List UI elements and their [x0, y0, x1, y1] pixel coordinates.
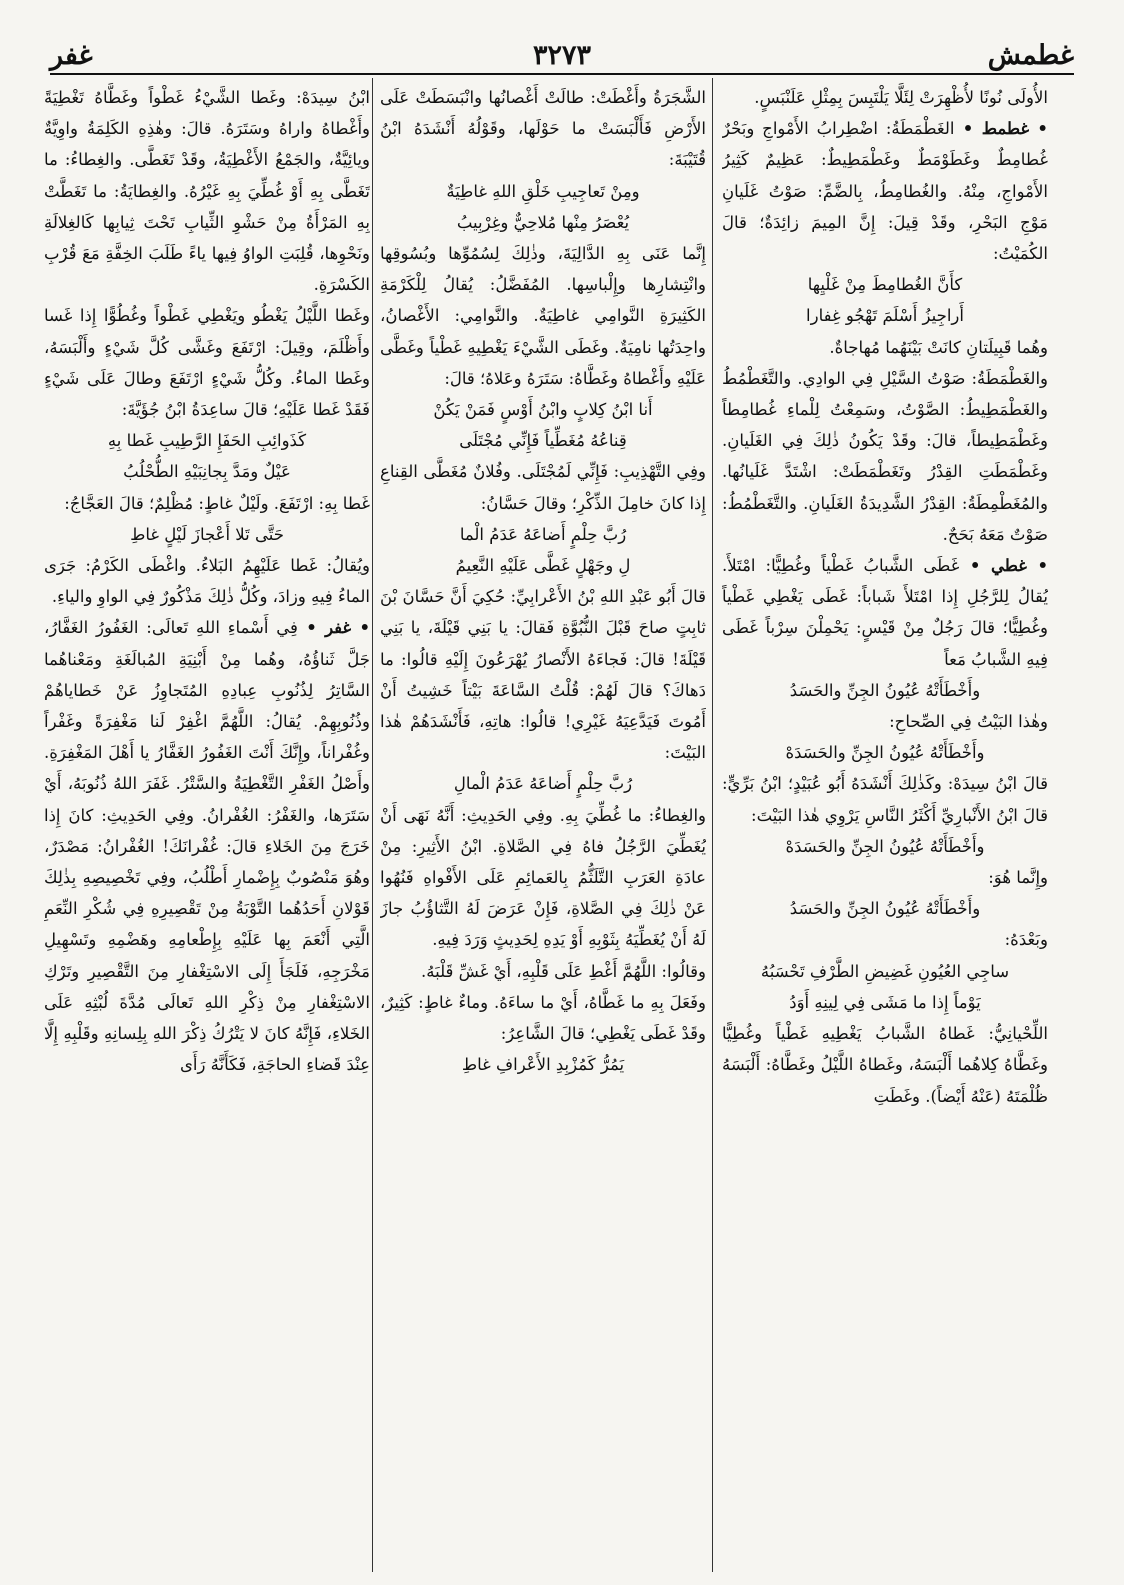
verse-line: وأَخْطَأَتْهُ عُيُونُ الجِنِّ والحَسَدَهْ: [785, 836, 985, 856]
verse-line: ومِنْ تَعاجِيبِ خَلْقِ اللهِ غاطِيَةٌ: [446, 181, 640, 201]
verse-line: قِناعُهُ مُغَطِّياً فَإِنِّي مُجْتَلَى: [459, 431, 627, 451]
verse-line: أَنا ابْنُ كِلابٍ وابْنُ أَوْسٍ فَمَنْ يَكُنْ: [433, 400, 653, 420]
verse-line: عَيْلٌ ومَدَّ بِجانِبَيْهِ الطُّحْلُبُ: [123, 462, 291, 482]
paragraph: وهٰذا البَيْتُ فِي الصِّحاحِ:: [889, 712, 1048, 732]
header-right-guide-word: غطمش: [987, 40, 1074, 71]
entry-headword: • غطي •: [959, 556, 1048, 576]
verse-line: وأَخْطَأَتْهُ عُيُونُ الجِنِّ والحَسَدَهْ: [785, 743, 985, 763]
header-left-guide-word: غفر: [50, 40, 93, 71]
verse-line: ساجِي العُيُونِ غَضِيضِ الطَّرْفِ تَحْسَبُهُ: [760, 961, 1010, 981]
dictionary-entry: [44, 612, 370, 1080]
paragraph: ابْنُ سِيدَهْ: وغَطا الشَّيْءُ غَطْواً وغَطَّاهُ تَغْطِيَةً وأَغْطاهُ واراهُ وسَتَرَهُ. قالَ: وهٰذِهِ الكَلِمَةُ واوِيَّةٌ ويائِيَّةٌ، والجَمْعُ الأَغْطِيَةُ، وقَدْ تَغَطَّى. والغِطاءُ: ما تَغَطَّى بِهِ أَوْ غُطِّيَ بِهِ غَيْرُهُ. والغِطايَةُ: ما تَغَطَّتْ بِهِ المَرْأَةُ مِنْ حَشْوِ الثِّيابِ تَحْتَ ثِيابِها كَالغِلالَةِ ونَحْوِها، قُلِبَتِ الواوُ فِيها ياءً طَلَبَ الخِفَّةِ مَعَ قُرْبِ الكَسْرَةِ.: [44, 88, 370, 295]
dictionary-entry: [722, 113, 1048, 269]
page-number: ٣٢٧٣: [532, 40, 591, 71]
verse-line: حَتَّى تَلا أَعْجازَ لَيْلٍ غاطِ: [130, 524, 284, 544]
column-right: [722, 82, 1048, 1572]
paragraph: وفَعَلَ بِهِ ما غَطَّاهُ، أَيْ ما ساءَهُ. وماءٌ غاطٍ: كَثِيرٌ، وقَدْ غَطَى يَغْطِي؛ قالَ الشَّاعِرُ:: [380, 992, 706, 1044]
paragraph: ويُقالُ: غَطا عَلَيْهِمُ البَلاءُ. واغْطَى الكَرْمُ: جَرَى الماءُ فِيهِ وزادَ، وكُلُّ ذٰلِكَ مَذْكُورٌ فِي الواوِ والياءِ.: [44, 556, 370, 607]
paragraph: قالَ أَبُو عَبْدِ اللهِ بْنُ الأَعْرابِيِّ: حُكِيَ أَنَّ حَسَّانَ بْنَ ثابِتٍ صاحَ قَبْلَ النُّبُوَّةِ فَقالَ: يا بَنِي قَيْلَةَ، يا بَنِي قَيْلَةَ! قالَ: فَجاءَهُ الأَنْصارُ يُهْرَعُونَ إِلَيْهِ قالُوا: ما دَهاكَ؟ قالَ لَهُمْ: قُلْتُ السَّاعَةَ بَيْتاً خَشِيتُ أَنْ أَمُوتَ فَيَدَّعِيَهُ غَيْرِي! قالُوا: هاتِهِ، فَأَنْشَدَهُمْ هٰذا البَيْتَ:: [380, 587, 706, 763]
entry-text: الغَطْمَطَةُ: اضْطِرابُ الأَمْواجِ وبَحْرٌ غُطامِطٌ وغَطَوْمَطٌ وغَطْمَطِيطٌ: عَظِيمٌ كَثِيرُ الأَمْواجِ، مِنْهُ. والغُطامِطُ، بِالضَّمِّ: صَوْتُ غَلَيانِ مَوْجِ البَحْرِ، وقَدْ قِيلَ: إِنَّ المِيمَ زائِدَةٌ؛ قالَ الكُمَيْتُ:: [722, 119, 1048, 264]
verse-line: رُبَّ حِلْمٍ أَضاعَهُ عَدَمُ الْما: [459, 524, 627, 544]
verse-line: رُبَّ حِلْمٍ أَضاعَهُ عَدَمُ الْمالِ: [453, 774, 633, 794]
verse-line: كَذَوائِبِ الحَفَإِ الرَّطِيبِ غَطا بِهِ: [107, 431, 307, 451]
paragraph: وغَطا اللَّيْلُ يَغْطُو ويَغْطِي غَطْواً وغُطُوًّا إِذا غَسا وأَظْلَمَ، وقِيلَ: ارْتَفَعَ وغَشَّى كُلَّ شَيْءٍ وأَلْبَسَهُ، وغَطا الماءُ. وكُلُّ شَيْءٍ ارْتَفَعَ وطالَ عَلَى شَيْءٍ فَقَدْ غَطا عَلَيْهِ؛ قالَ ساعِدَةُ ابْنُ جُؤَيَّةَ:: [44, 306, 370, 420]
verse-line: يُعْصَرُ مِنْها مُلاحِيٌّ وغِرْبِيبُ: [456, 212, 630, 232]
verse-line: أَراجِيزُ أَسْلَمَ تَهْجُو غِفارا: [806, 306, 964, 326]
verse-line: لِ وجَهْلٍ غَطَّى عَلَيْهِ النَّعِيمُ: [455, 556, 631, 576]
paragraph: وقالُوا: اللَّهُمَّ أَغْطِ عَلَى قَلْبِهِ، أَيْ غَشِّ قَلْبَهُ.: [421, 961, 706, 981]
verse-line: يَوْماً إِذا ما مَشَى فِي لِينِهِ أَوَدُ: [789, 992, 981, 1012]
verse-line: يَمُرُّ كَمُزْبِدِ الأَعْرافِ غاطِ: [461, 1055, 625, 1075]
paragraph: وإِنَّما هُوَ:: [988, 868, 1048, 888]
paragraph: وهُما قَبِيلَتانِ كانَتْ بَيْنَهُما مُهاجاةٌ.: [829, 337, 1048, 357]
entry-headword: • غفر •: [297, 618, 370, 638]
entry-text: فِي أَسْماءِ اللهِ تَعالَى: الغَفُورُ الغَفَّارُ، جَلَّ ثَناؤُهُ، وهُما مِنْ أَبْنِيَةِ المُبالَغَةِ ومَعْناهُما السَّاتِرُ لِذُنُوبِ عِبادِهِ المُتَجاوِزُ عَنْ خَطاياهُمْ وذُنُوبِهِمْ. يُقالُ: اللَّهُمَّ اغْفِرْ لَنا مَغْفِرَةً وغَفْراً وغُفْراناً، وإِنَّكَ أَنْتَ الغَفُورُ الغَفَّارُ يا أَهْلَ المَغْفِرَةِ. وأَصْلُ الغَفْرِ التَّغْطِيَةُ والسَّتْرُ. غَفَرَ اللهُ ذُنُوبَهُ، أَيْ سَتَرَها، والغَفْرُ: الغُفْرانُ. وفِي الحَدِيثِ: كانَ إِذا خَرَجَ مِنَ الخَلاءِ قالَ: غُفْرانَكَ! الغُفْرانُ: مَصْدَرٌ، وهُوَ مَنْصُوبٌ بِإِضْمارِ أَطْلُبُ، وفِي تَخْصِيصِهِ بِذٰلِكَ قَوْلانِ أَحَدُهُما التَّوْبَةُ مِنْ تَقْصِيرِهِ فِي شُكْرِ النِّعَمِ الَّتِي أَنْعَمَ بِها عَلَيْهِ بِإِطْعامِهِ وهَضْمِهِ وتَسْهِيلِ مَخْرَجِهِ، فَلَجَأَ إِلَى الاسْتِغْفارِ مِنَ التَّقْصِيرِ وتَرْكِ الاسْتِغْفارِ مِنْ ذِكْرِ اللهِ تَعالَى مُدَّةَ لُبْثِهِ عَلَى الخَلاءِ، فَإِنَّهُ كانَ لا يَتْرُكُ ذِكْرَ اللهِ بِلِسانِهِ وقَلْبِهِ إِلَّا عِنْدَ قَضاءِ الحاجَةِ، فَكَأَنَّهُ رَأَى: [44, 618, 370, 1075]
paragraph: اللِّحْيانِيُّ: غَطاهُ الشَّبابُ يَغْطِيهِ غَطْياً وغُطِيًّا وغَطَّاهُ كِلاهُما أَلْبَسَهُ، وغَطاهُ اللَّيْلُ وغَطَّاهُ: أَلْبَسَهُ ظُلْمَتَهُ (عَنْهُ أَيْضاً). وغَطَتِ: [722, 1024, 1048, 1106]
header-rule: [50, 73, 1074, 75]
entry-headword: • غطمط •: [954, 119, 1048, 139]
paragraph: إِنَّما عَنَى بِهِ الدَّالِيَةَ، وذٰلِكَ لِسُمُوِّها وبُسُوقِها وانْتِشارِها وإِلْباسِها. المُفَضَّلُ: يُقالُ لِلْكَرْمَةِ الكَثِيرَةِ النَّوامِي غاطِيَةٌ. والنَّوامِي: الأَغْصانُ، واحِدَتُها نامِيَةٌ. وغَطَى الشَّيْءَ يَغْطِيهِ غَطْياً وغَطَّى عَلَيْهِ وأَغْطاهُ وغَطَّاهُ: سَتَرَهُ وعَلاهُ؛ قالَ:: [380, 244, 706, 388]
paragraph: وبَعْدَهُ:: [1004, 930, 1048, 950]
paragraph: والغَطْمَطَةُ: صَوْتُ السَّيْلِ فِي الوادِي. والتَّغَطْمُطُ والغَطْمَطِيطُ: الصَّوْتُ، وسَمِعْتُ لِلْماءِ غُطامِطاً وغَطْمَطِيطاً، قالَ: وقَدْ يَكُونُ ذٰلِكَ فِي الغَلَيانِ. وغَطْمَطَتِ القِدْرُ وتَغَطْمَطَتْ: اشْتَدَّ غَلَيانُها. والمُغَطْمِطَةُ: القِدْرُ الشَّدِيدَةُ الغَلَيانِ. والتَّغَطْمُطُ: صَوْتٌ مَعَهُ بَحَحٌ.: [722, 368, 1048, 544]
paragraph: الشَّجَرَةُ وأَغْطَتْ: طالَتْ أَغْصانُها وانْبَسَطَتْ عَلَى الأَرْضِ فَأَلْبَسَتْ ما حَوْلَها، وقَوْلُهُ أَنْشَدَهُ ابْنُ قُتَيْبَةَ:: [380, 88, 706, 170]
paragraph: وفِي التَّهْذِيبِ: فَإِنِّي لَمُجْتَلَى. وفُلانٌ مُغَطَّى القِناعِ إِذا كانَ خامِلَ الذِّكْرِ؛ وقالَ حَسَّانُ:: [380, 462, 706, 513]
column-left: [44, 82, 370, 1572]
verse-line: وأَخْطَأَتْهُ عُيُونُ الجِنِّ والحَسَدُ: [789, 680, 981, 700]
column-divider-left: [372, 78, 373, 1572]
verse-line: كأَنَّ الغُطامِطَ مِنْ غَلْيِها: [807, 275, 963, 295]
paragraph: غَطا بِهِ: ارْتَفَعَ. ولَيْلٌ غاطٍ: مُظْلِمٌ؛ قالَ العَجَّاجُ:: [64, 493, 370, 513]
column-middle: [380, 82, 706, 1572]
paragraph: والغِطاءُ: ما غُطِّيَ بِهِ. وفِي الحَدِيثِ: أَنَّهُ نَهَى أَنْ يُغَطِّيَ الرَّجُلُ فاهُ فِي الصَّلاةِ. ابْنُ الأَثِيرِ: مِنْ عادَةِ العَرَبِ التَّلَثُّمُ بِالعَمائِمِ عَلَى الأَفْواهِ فَنُهُوا عَنْ ذٰلِكَ فِي الصَّلاةِ، فَإِنْ عَرَضَ لَهُ التَّثاؤُبُ جازَ لَهُ أَنْ يُغَطِّيَهُ بِثَوْبِهِ أَوْ يَدِهِ لِحَدِيثٍ وَرَدَ فِيهِ.: [380, 805, 706, 950]
page-header: [50, 38, 1074, 78]
paragraph: الأُولَى نُونًا لأُظْهِرَتْ لِئَلَّا يَلْتَبِسَ بِمِثْلِ عَلَنْبَسٍ.: [754, 88, 1048, 107]
paragraph: قالَ ابْنُ سِيدَهْ: وكَذٰلِكَ أَنْشَدَهُ أَبُو عُبَيْدٍ؛ ابْنُ بَرِّيٍّ: قالَ ابْنُ الأَنْبارِيِّ أَكْثَرُ النَّاسِ يَرْوِي هٰذا البَيْتَ:: [722, 774, 1048, 825]
entry-text: غَطَى الشَّبابُ غَطْياً وغُطِيًّا: امْتَلأَ. يُقالُ لِلرَّجُلِ إِذا امْتَلأَ شَباباً: غَطَى يَغْطِي غَطْياً وغُطِيًّا؛ قالَ رَجُلٌ مِنْ قَيْسٍ: يَحْمِلْنَ سِرْباً غَطَى فِيهِ الشَّبابُ مَعاً: [722, 556, 1048, 669]
column-divider-right: [712, 78, 713, 1572]
dictionary-entry: [722, 550, 1048, 675]
verse-line: وأَخْطَأَتْهُ عُيُونُ الجِنِّ والحَسَدُ: [789, 899, 981, 919]
